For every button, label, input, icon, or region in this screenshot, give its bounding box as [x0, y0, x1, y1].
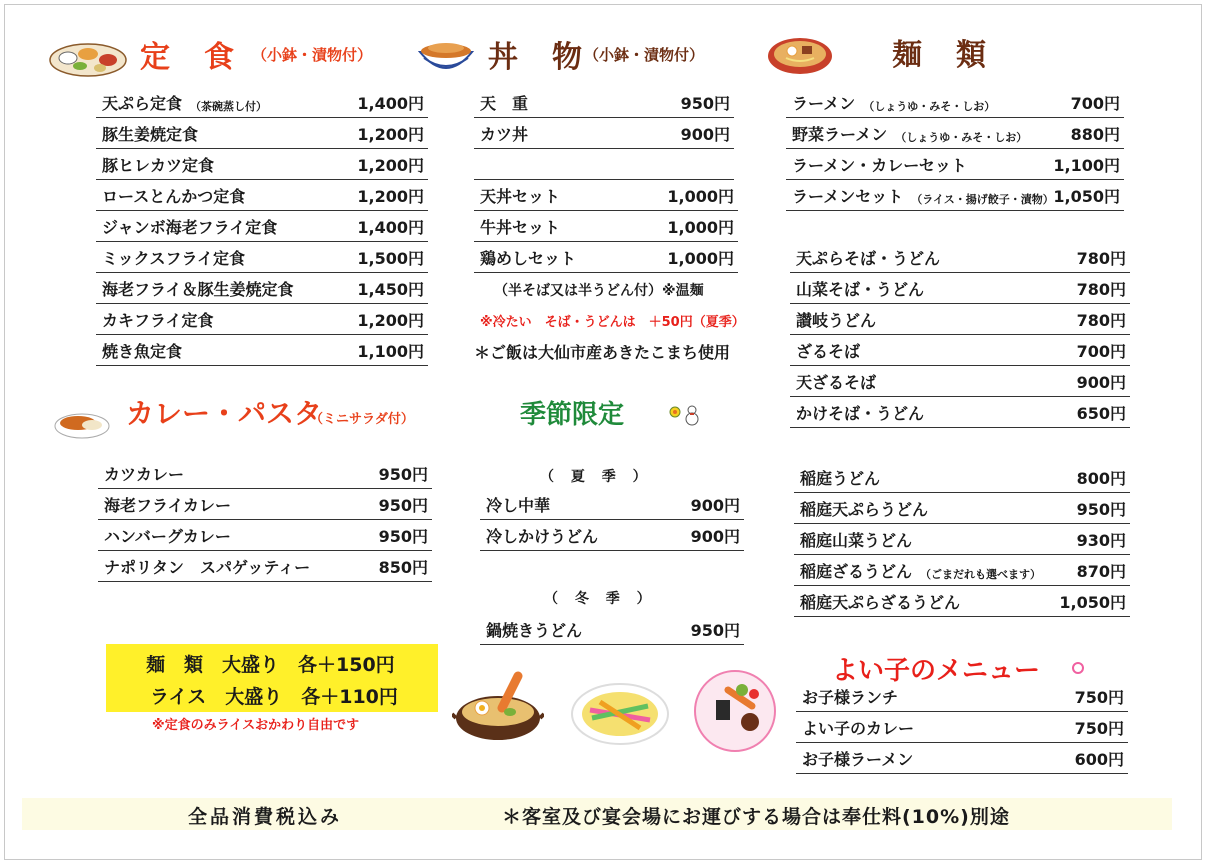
omori-men: 麺 類 大盛り 各＋150円 [146, 654, 395, 676]
menu-item [96, 149, 428, 180]
teishoku-title: 定 食 [140, 40, 236, 75]
winter-label: （ 冬 季 ） [544, 591, 657, 607]
nabeyaki-illustration [452, 670, 544, 750]
curry-subtitle: （ミニサラダ付） [310, 412, 414, 427]
seasonal-title: 季節限定 [520, 400, 625, 430]
menu-item-note: （ライス・揚げ餃子・漬物） [911, 193, 1054, 206]
menu-item [790, 366, 1130, 397]
menu-item [96, 304, 428, 335]
menu-item-name: ナポリタン スパゲッティー [104, 558, 311, 577]
menu-item-name: ジャンボ海老フライ定食 [102, 218, 278, 237]
curry-title: カレー・パスタ [126, 397, 323, 430]
omori-rice: ライス 大盛り 各＋110円 [150, 686, 398, 708]
menu-item [96, 118, 428, 149]
menu-item-name: ラーメン・カレーセット [792, 156, 967, 175]
menu-item-price: 1,400円 [357, 94, 424, 113]
menu-item-price: 600円 [1074, 750, 1124, 769]
menu-item-name: 稲庭天ぷらざるうどん [800, 593, 961, 612]
donburi-title: 丼 物 [488, 40, 584, 75]
rice-note: ＊ご飯は大仙市産あきたこまち使用 [474, 343, 731, 362]
menu-item [786, 149, 1124, 180]
menu-item [796, 743, 1128, 774]
menu-item [786, 87, 1124, 118]
menu-item-price: 750円 [1074, 688, 1124, 707]
donburi-set-list [474, 180, 738, 273]
menu-item [480, 489, 744, 520]
menu-item [790, 304, 1130, 335]
menu-item-price: 780円 [1076, 311, 1126, 330]
menu-item-price: 950円 [680, 94, 730, 113]
menu-item-price: 1,000円 [667, 187, 734, 206]
menu-item-name: お子様ランチ [802, 688, 899, 707]
menu-item-price: 950円 [378, 496, 428, 515]
menu-item-price: 1,400円 [357, 218, 424, 237]
ramen-list [786, 87, 1124, 211]
menu-item-price: 1,500円 [357, 249, 424, 268]
menu-item [790, 273, 1130, 304]
menu-item [98, 489, 432, 520]
curry-illustration [54, 404, 110, 440]
menu-item-name: カツカレー [104, 465, 185, 484]
menu-item-price: 1,200円 [357, 125, 424, 144]
tax-note: 全品消費税込み [188, 806, 343, 828]
menu-item-name: よい子のカレー [802, 719, 915, 738]
menu-item-name: 山菜そば・うどん [796, 280, 925, 299]
menu-item-name: 天 重 [480, 94, 529, 113]
menu-item-name: かけそば・うどん [796, 404, 925, 423]
menu-item-price: 1,200円 [357, 311, 424, 330]
menu-item-price: 900円 [690, 496, 740, 515]
menu-item-name: 鶏めしセット [480, 249, 577, 268]
menu-item-price: 780円 [1076, 280, 1126, 299]
menu-item [96, 180, 428, 211]
menu-item [790, 397, 1130, 428]
menu-item-price: 950円 [378, 527, 428, 546]
kids-title: よい子のメニュー [832, 656, 1041, 686]
menu-item-note: （しょうゆ・みそ・しお） [895, 131, 1028, 144]
menu-item [96, 87, 428, 118]
menu-item-price: 950円 [378, 465, 428, 484]
menu-item-price: 1,100円 [357, 342, 424, 361]
menu-item [96, 335, 428, 366]
menu-item [790, 242, 1130, 273]
donburi-illustration [416, 34, 476, 80]
menu-item-name: 讃岐うどん [796, 311, 877, 330]
menu-item-name: 焼き魚定食 [102, 342, 183, 361]
menu-item-price: 880円 [1070, 125, 1120, 144]
menu-item [474, 242, 738, 273]
winter-list [480, 614, 744, 645]
menu-item-name: 鍋焼きうどん [486, 621, 583, 640]
cold-note: ※冷たい そば・うどんは ＋50円（夏季） [480, 315, 745, 330]
menu-item-note: （ごまだれも選べます） [920, 568, 1042, 581]
menu-item-price: 870円 [1076, 562, 1126, 581]
menu-item-price: 1,200円 [357, 156, 424, 175]
menu-item-price: 930円 [1076, 531, 1126, 550]
menu-item [790, 335, 1130, 366]
menu-item-name: ロースとんかつ定食 [102, 187, 246, 206]
menu-item-name: カキフライ定食 [102, 311, 214, 330]
menu-item-name: ハンバーグカレー [104, 527, 231, 546]
footer-bar [22, 798, 1172, 830]
set-note: （半そば又は半うどん付）※温麺 [494, 283, 704, 299]
menu-item-price: 1,200円 [357, 187, 424, 206]
soba-list [790, 242, 1130, 428]
menu-item [794, 462, 1130, 493]
kids-lunch-illustration [692, 670, 778, 752]
summer-label: （ 夏 季 ） [540, 469, 653, 485]
menu-item-price: 800円 [1076, 469, 1126, 488]
menu-item [480, 520, 744, 551]
menu-item-price: 1,450円 [357, 280, 424, 299]
summer-list [480, 489, 744, 551]
kids-list [796, 681, 1128, 774]
menu-item-name: 稲庭天ぷらうどん [800, 500, 929, 519]
menu-item-price: 1,000円 [667, 249, 734, 268]
menu-item [96, 211, 428, 242]
menu-item-name: 天ぷら定食 [102, 94, 183, 113]
menu-item-name: ミックスフライ定食 [102, 249, 246, 268]
menu-item-name: 牛丼セット [480, 218, 561, 237]
menu-item-price: 900円 [690, 527, 740, 546]
snowman-icon [666, 404, 702, 426]
menu-item-name: 天ざるそば [796, 373, 877, 392]
menu-item-price: 780円 [1076, 249, 1126, 268]
inaniwa-list [794, 462, 1130, 617]
menu-item-price: 950円 [690, 621, 740, 640]
menu-item-price: 900円 [1076, 373, 1126, 392]
menu-item-name: 海老フライカレー [104, 496, 232, 515]
menu-item-name: ざるそば [796, 342, 861, 361]
teishoku-illustration [48, 36, 128, 78]
menu-item-price: 850円 [378, 558, 428, 577]
menu-item-name: 海老フライ＆豚生姜焼定食 [102, 280, 294, 299]
menu-item [794, 586, 1130, 617]
teishoku-list [96, 87, 428, 366]
teishoku-subtitle: （小鉢・漬物付） [252, 46, 373, 64]
menu-item [794, 493, 1130, 524]
menu-item [786, 180, 1124, 211]
menu-item-name: カツ丼 [480, 125, 529, 144]
menu-item [474, 118, 734, 149]
menu-item-note: （茶碗蒸し付） [190, 100, 268, 113]
menu-item [96, 242, 428, 273]
donburi-list [474, 87, 734, 180]
menu-item-price: 1,100円 [1053, 156, 1120, 175]
menu-item [474, 211, 738, 242]
menu-item [480, 614, 744, 645]
menu-item-name: ラーメン [792, 94, 856, 113]
menu-item-name: 天ぷらそば・うどん [796, 249, 941, 268]
menu-item-name: 冷し中華 [486, 496, 551, 515]
menu-item-price: 1,000円 [667, 218, 734, 237]
menu-item-price: 1,050円 [1053, 187, 1120, 206]
hiyashi-chuka-illustration [570, 680, 670, 748]
menu-item [98, 520, 432, 551]
menu-item [794, 555, 1130, 586]
menu-item-name: 稲庭うどん [800, 469, 881, 488]
curry-list [98, 458, 432, 582]
rice-refill-note: ※定食のみライスおかわり自由です [152, 718, 360, 733]
menu-item [96, 273, 428, 304]
blank-row [474, 149, 734, 180]
menu-item [794, 524, 1130, 555]
ramen-illustration [766, 34, 834, 80]
men-title: 麺 類 [892, 38, 988, 73]
menu-item [98, 551, 432, 582]
flower-icon [1070, 660, 1086, 676]
menu-item-price: 750円 [1074, 719, 1124, 738]
menu-item-name: 野菜ラーメン [792, 125, 888, 144]
menu-item-name: 豚生姜焼定食 [102, 125, 199, 144]
menu-item-name: ラーメンセット [792, 187, 904, 206]
menu-item-price: 950円 [1076, 500, 1126, 519]
donburi-subtitle: （小鉢・漬物付） [584, 46, 705, 64]
menu-item-price: 650円 [1076, 404, 1126, 423]
menu-item [796, 681, 1128, 712]
menu-item-name: 冷しかけうどん [486, 527, 599, 546]
menu-item-name: 豚ヒレカツ定食 [102, 156, 215, 175]
service-charge-note: ＊客室及び宴会場にお運びする場合は奉仕料(10%)別途 [502, 806, 1010, 828]
menu-item-note: （しょうゆ・みそ・しお） [863, 100, 996, 113]
menu-item-name: 天丼セット [480, 187, 561, 206]
menu-item-name: お子様ラーメン [802, 750, 914, 769]
menu-item [98, 458, 432, 489]
menu-item-name: 稲庭ざるうどん [800, 562, 913, 581]
menu-item [786, 118, 1124, 149]
menu-item-price: 700円 [1070, 94, 1120, 113]
menu-item [474, 180, 738, 211]
menu-item [796, 712, 1128, 743]
menu-item-name: 稲庭山菜うどん [800, 531, 913, 550]
menu-item [474, 87, 734, 118]
menu-item-price: 1,050円 [1059, 593, 1126, 612]
menu-item-price: 900円 [680, 125, 730, 144]
menu-item-price: 700円 [1076, 342, 1126, 361]
